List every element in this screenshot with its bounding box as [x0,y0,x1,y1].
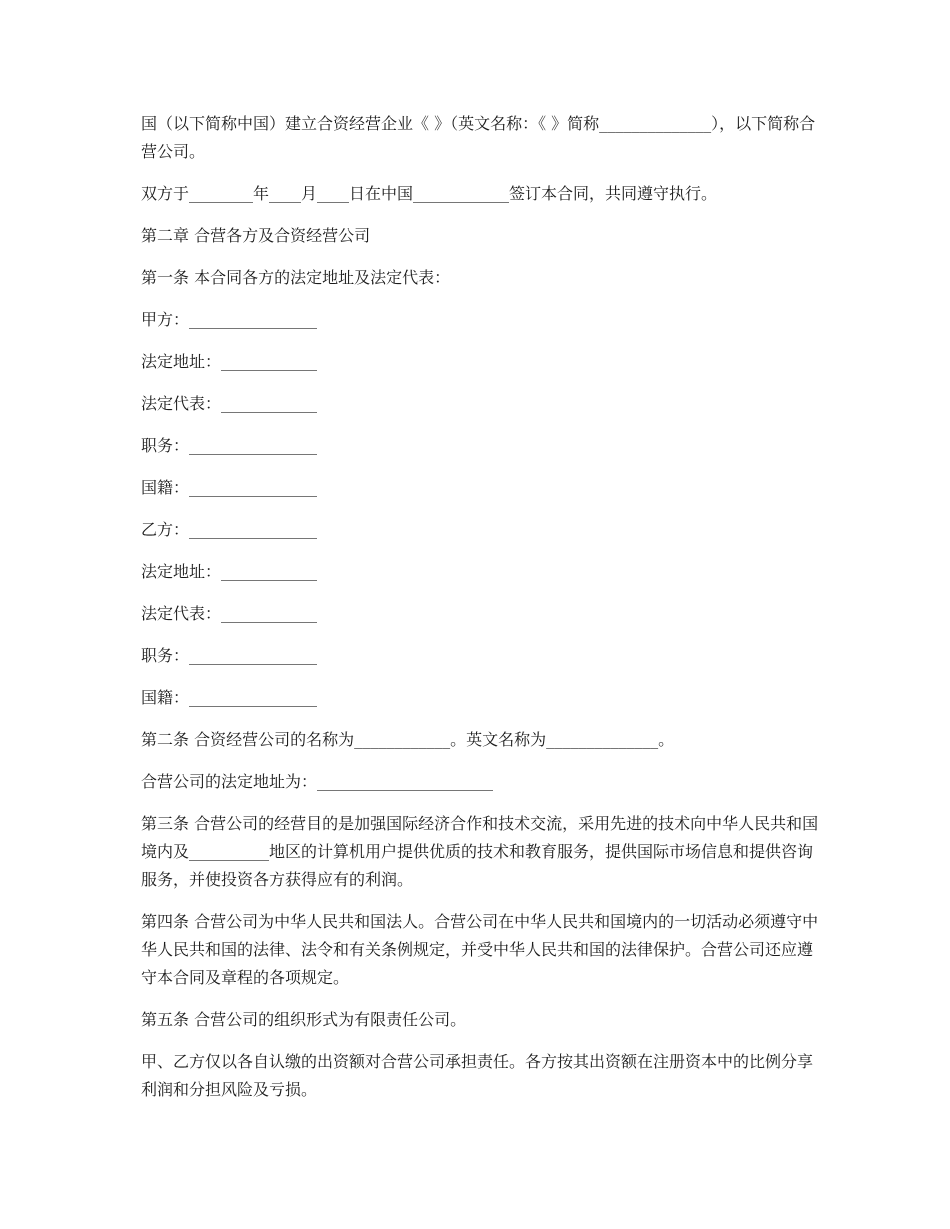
party-b-nationality: 国籍：________________ [141,688,318,707]
article-3-purpose: 第三条 合营公司的经营目的是加强国际经济合作和技术交流，采用先进的技术向中华人民共和国境内及__________地区的计算机用户提供优质的技术和教育服务，提供国际市场信息和提供咨询服务，并使投资各方获得应有的利润。 [141,814,819,889]
party-a-representative: 法定代表：____________ [141,394,318,413]
party-a-name: 甲方：________________ [141,310,318,329]
party-a-nationality: 国籍：________________ [141,478,318,497]
article-4-legal-person: 第四条 合营公司为中华人民共和国法人。合营公司在中华人民共和国境内的一切活动必须遵守中华人民共和国的法律、法令和有关条例规定，并受中华人民共和国的法律保护。合营公司还应遵守本合同及章程的各项规定。 [141,912,819,987]
party-b-name: 乙方：________________ [141,520,318,539]
chapter-heading: 第二章 合营各方及合资经营公司 [141,226,371,245]
article-1-heading: 第一条 本合同各方的法定地址及法定代表： [141,268,451,287]
party-a-address: 法定地址：____________ [141,352,318,371]
company-legal-address: 合营公司的法定地址为：______________________ [141,772,494,791]
party-b-representative: 法定代表：____________ [141,604,318,623]
article-2-company-name: 第二条 合资经营公司的名称为____________。英文名称为______________。 [141,730,675,749]
party-a-position: 职务：________________ [141,436,318,455]
party-b-position: 职务：________________ [141,646,318,665]
document-page [141,110,821,1118]
liability-paragraph: 甲、乙方仅以各自认缴的出资额对合营公司承担责任。各方按其出资额在注册资本中的比例分享利润和分担风险及亏损。 [141,1052,814,1099]
party-b-address: 法定地址：____________ [141,562,318,581]
signing-date-line: 双方于________年____月____日在中国____________签订本合同，共同遵守执行。 [141,184,718,203]
intro-paragraph: 国（以下简称中国）建立合资经营企业《 》（英文名称：《 》简称______________），以下简称合营公司。 [141,114,816,161]
article-5-organization-form: 第五条 合营公司的组织形式为有限责任公司。 [141,1010,467,1029]
